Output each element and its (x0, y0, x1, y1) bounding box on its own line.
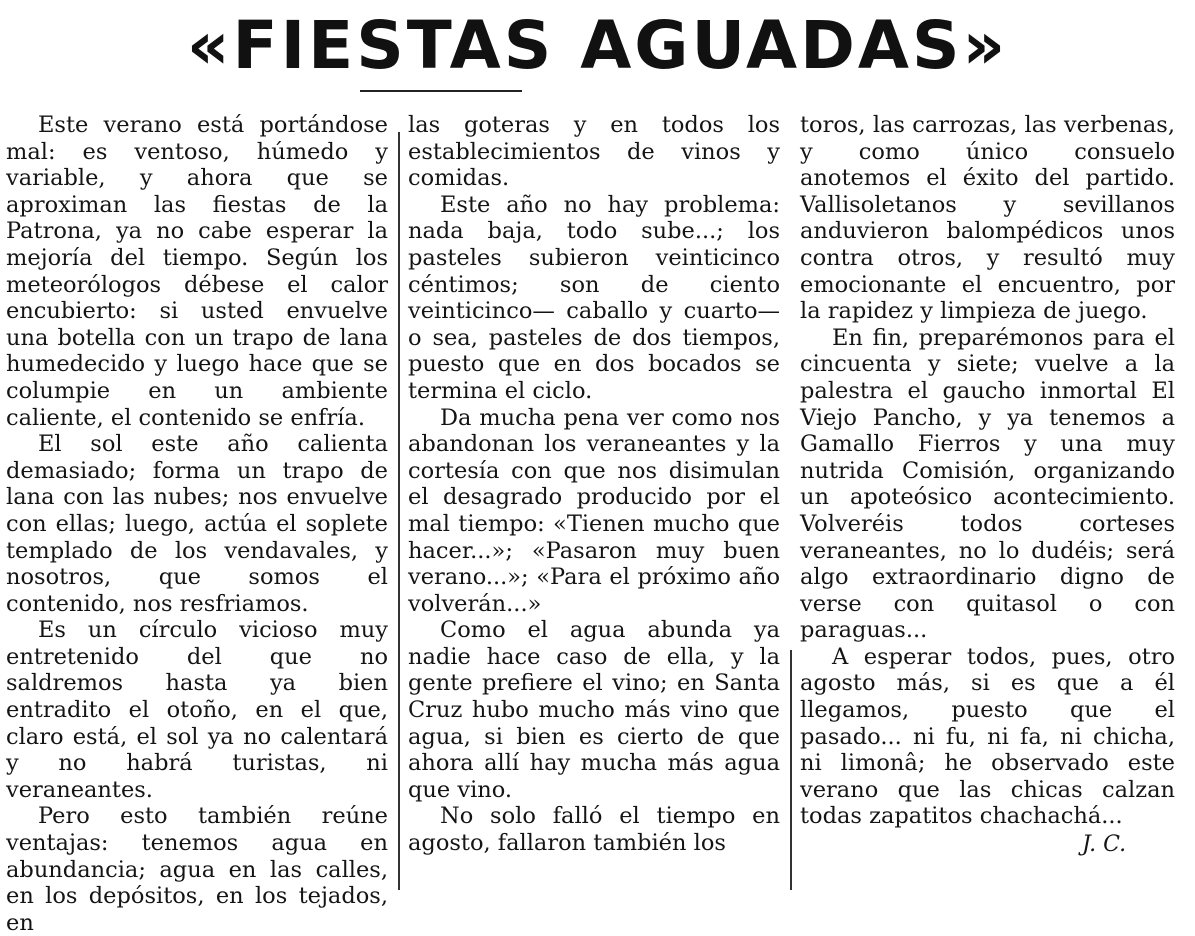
column-divider (398, 132, 400, 890)
paragraph: No solo falló el tiempo en agosto, fallaron también los (408, 803, 780, 857)
author-signature: J. C. (1082, 832, 1127, 857)
column-divider (790, 650, 792, 890)
paragraph: Es un círculo vicioso muy entretenido del que no saldremos hasta ya bien entradito el otoño, en el que, claro está, el sol ya no calentará y no habrá turistas, ni veraneantes. (6, 617, 388, 803)
text-column-2 (408, 112, 780, 857)
paragraph: Pero esto también reúne ventajas: tenemos agua en abundancia; agua en las calles, en los depósitos, en los tejados, en (6, 803, 388, 936)
paragraph: toros, las carrozas, las verbenas, y como único consuelo anotemos el éxito del partido. Vallisoletanos y sevillanos anduvieron balompédicos unos contra otros, y resultó muy emocionante el encuentro, por la rapidez y limpieza de juego. (800, 112, 1175, 325)
paragraph: Da mucha pena ver como nos abandonan los veraneantes y la cortesía con que nos disimulan el desagrado producido por el mal tiempo: «Tienen mucho que hacer...»; «Pasaron muy buen verano...»; «Para el próximo año volverán...» (408, 404, 780, 617)
paragraph: En fin, preparémonos para el cincuenta y siete; vuelve a la palestra el gaucho inmortal El Viejo Pancho, y ya tenemos a Gamallo Fierros y una muy nutrida Comisión, organizando un apoteósico acontecimiento. Volveréis todos corteses veraneantes, no lo dudéis; será algo extraordinario digno de verse con quitasol o con paraguas... (800, 324, 1175, 644)
article-title: «FIESTAS AGUADAS» (186, 7, 1009, 84)
title-underline (360, 90, 522, 92)
paragraph: Este año no hay problema: nada baja, todo sube...; los pasteles subieron veinticinco céntimos; son de ciento veinticinco— caballo y cuarto—o sea, pasteles de dos tiempos, puesto que en dos bocados se termina el ciclo. (408, 191, 780, 404)
paragraph: A esperar todos, pues, otro agosto más, si es que a él llegamos, puesto que el pasado... ni fu, ni fa, ni chicha, ni limonâ; he observado este verano que las chicas calzan todas zapatitos chachachá... (800, 643, 1175, 830)
paragraph: las goteras y en todos los establecimientos de vinos y comidas. (408, 112, 780, 192)
paragraph: Como el agua abunda ya nadie hace caso de ella, y la gente prefiere el vino; en Santa Cruz hubo mucho más vino que agua, si bien es cierto de que ahora allí hay mucha más agua que vino. (408, 617, 780, 803)
paragraph: Este verano está portándose mal: es ventoso, húmedo y variable, y ahora que se aproximan las fiestas de la Patrona, ya no cabe esperar la mejoría del tiempo. Según los meteorólogos débese el calor encubierto: si usted envuelve una botella con un trapo de lana humedecido y luego hace que se columpie en un ambiente caliente, el contenido se enfría. (6, 112, 388, 431)
text-column-3 (800, 112, 1175, 830)
paragraph: El sol este año calienta demasiado; forma un trapo de lana con las nubes; nos envuelve con ellas; luego, actúa el soplete templado de los vendavales, y nosotros, que somos el contenido, nos resfriamos. (6, 431, 388, 617)
text-column-1 (6, 112, 388, 936)
